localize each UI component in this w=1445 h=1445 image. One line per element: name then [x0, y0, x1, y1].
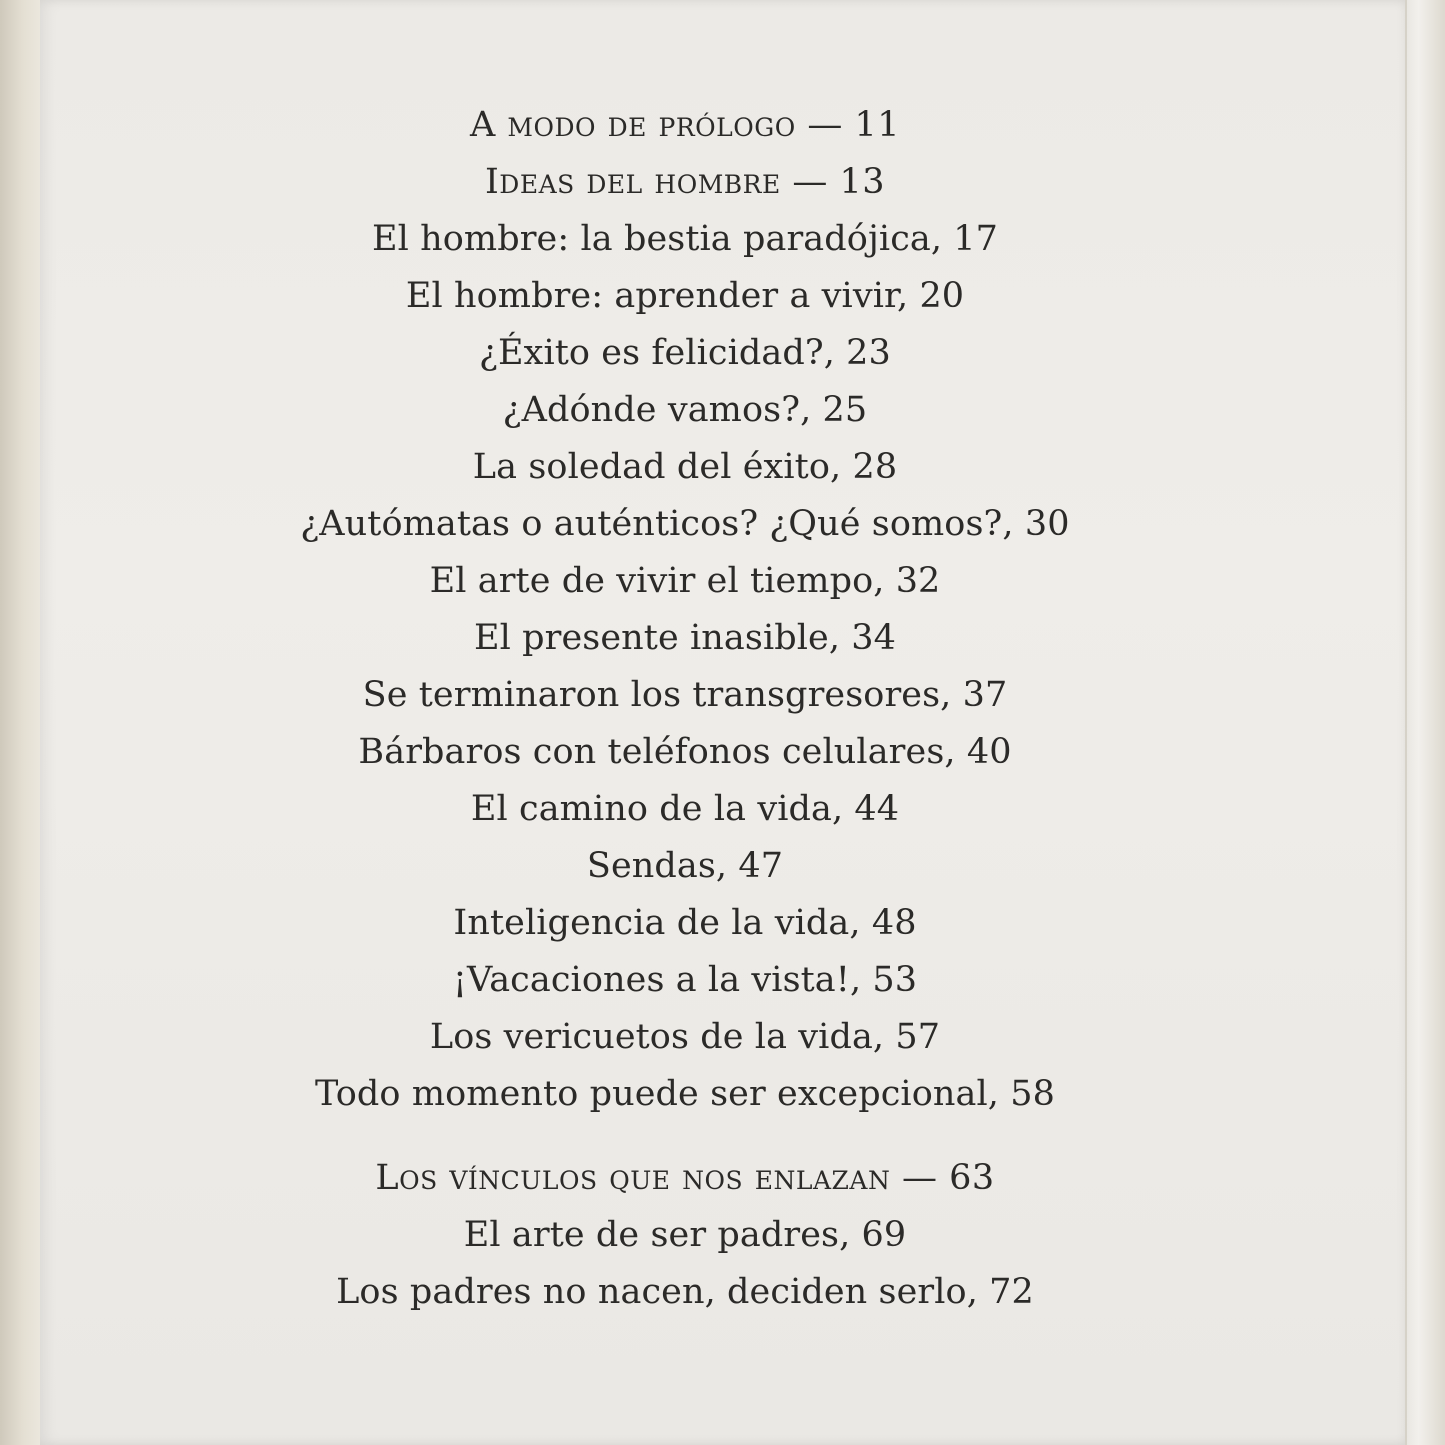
toc-entry-title: Los vericuetos de la vida, 57 [429, 1017, 941, 1057]
book-page-edge-left [0, 0, 42, 1445]
toc-entry [40, 553, 1408, 610]
toc-entry-title: El presente inasible, 34 [473, 618, 897, 658]
toc-entry-title: La soledad del éxito, 28 [472, 447, 898, 487]
toc-entry [40, 382, 1408, 439]
book-page-edge-right [1405, 0, 1445, 1445]
toc-entry-title: El hombre: la bestia paradójica, 17 [371, 219, 999, 259]
toc-section-title: Los vínculos que nos enlazan — 63 [375, 1158, 995, 1198]
toc-entry [40, 610, 1408, 667]
toc-entry [40, 781, 1408, 838]
toc-entry [40, 1207, 1408, 1264]
toc-entry [40, 211, 1408, 268]
toc-entry-title: Sendas, 47 [586, 846, 784, 886]
toc-entry-title: ¿Adónde vamos?, 25 [502, 390, 868, 430]
toc-entry-title: El camino de la vida, 44 [470, 789, 900, 829]
toc-entry-title: ¡Vacaciones a la vista!, 53 [452, 960, 918, 1000]
toc-entry [40, 667, 1408, 724]
toc-section-title: Ideas del hombre — 13 [484, 162, 886, 202]
toc-entry [40, 1264, 1408, 1321]
toc-section [40, 97, 1408, 154]
table-of-contents [40, 97, 1408, 1321]
toc-entry-title: Los padres no nacen, deciden serlo, 72 [336, 1272, 1034, 1312]
toc-entry-title: Todo momento puede ser excepcional, 58 [315, 1074, 1055, 1114]
toc-entry [40, 1009, 1408, 1066]
toc-entry-title: El hombre: aprender a vivir, 20 [405, 276, 965, 316]
toc-section-title: A modo de prólogo — 11 [469, 105, 901, 145]
toc-entry-title: Inteligencia de la vida, 48 [453, 903, 917, 943]
toc-entry [40, 1066, 1408, 1123]
toc-section [40, 1150, 1408, 1207]
toc-entry [40, 838, 1408, 895]
toc-entry-title: Se terminaron los transgresores, 37 [362, 675, 1008, 715]
toc-entry [40, 952, 1408, 1009]
toc-entry [40, 895, 1408, 952]
toc-section [40, 154, 1408, 211]
toc-entry-title: El arte de ser padres, 69 [463, 1215, 907, 1255]
toc-entry [40, 496, 1408, 553]
toc-entry-title: El arte de vivir el tiempo, 32 [429, 561, 941, 601]
toc-entry-title: ¿Autómatas o auténticos? ¿Qué somos?, 30 [300, 504, 1070, 544]
toc-entry-title: ¿Éxito es felicidad?, 23 [479, 333, 891, 373]
toc-entry [40, 439, 1408, 496]
toc-entry [40, 724, 1408, 781]
toc-entry [40, 325, 1408, 382]
toc-entry-title: Bárbaros con teléfonos celulares, 40 [358, 732, 1012, 772]
toc-entry [40, 268, 1408, 325]
book-page [40, 0, 1408, 1445]
